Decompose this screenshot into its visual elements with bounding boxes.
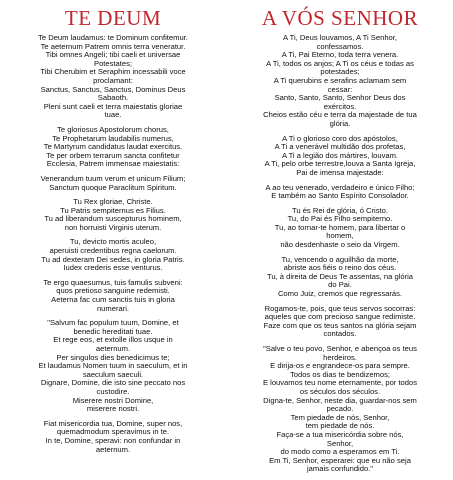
stanza — [4, 319, 222, 414]
verse-line: A Ti a legião dos mártires, louvam. — [281, 150, 399, 160]
verse-line: pecado. — [326, 404, 354, 414]
verse-line: quemadmodum speravimus in te. — [56, 427, 170, 437]
verse-line: Sanctum quoque Paraclitum Spiritum. — [49, 182, 177, 192]
verse-line: do Pai. — [328, 280, 352, 290]
verse-line: contados. — [323, 329, 357, 339]
verse-line: custodire. — [96, 386, 130, 396]
verse-line: A Ti, todos os anjos; A Ti os céus e todas as — [266, 58, 414, 68]
verse-line: Dignare, Domine, die isto sine peccato nos — [40, 378, 186, 388]
verse-line: não desdenhaste o seio da Virgem. — [280, 240, 400, 250]
verse-line: Aeterna fac cum sanctis tuis in gloria — [51, 295, 175, 305]
stanza — [231, 345, 449, 474]
latin-column — [4, 6, 222, 460]
verse-line: abriste aos fiéis o reino dos céus. — [283, 263, 397, 273]
verse-line: Senhor, — [326, 438, 354, 448]
verse-line: Sabaoth. — [97, 93, 129, 103]
stanza — [4, 279, 222, 313]
verse-line: A ao teu venerado, verdadeiro e único Filho; — [265, 182, 415, 192]
verse-line: Te per orbem terrarum sancta confitetur — [46, 150, 180, 160]
verse-line: tuae. — [104, 110, 122, 120]
verse-line: aqueles que com precioso sangue redimiste. — [264, 312, 416, 322]
verse-line: Te aeternum Patrem omnis terra veneratur. — [40, 41, 186, 51]
verse-line: Tem piedade de nós, Senhor, — [290, 412, 390, 422]
verse-line: Per singulos dies benedicimus te; — [56, 352, 170, 362]
stanza — [231, 305, 449, 339]
verse-line: aeternum. — [95, 444, 131, 454]
verse-line: "Salve o teu povo, Senhor, e abençoa os teus — [263, 344, 417, 353]
verse-line: Ecclesia, Patrem immensae maiestatis: — [46, 159, 180, 169]
verse-line: Como Juiz, cremos que regressarás. — [277, 289, 403, 299]
verse-line: Em Ti, Senhor, esperarei: que eu não seja — [269, 455, 411, 465]
verse-line: Tu Rex gloriae, Christe. — [73, 197, 153, 207]
verse-line: Sanctus, Sanctus, Sanctus, Dominus Deus — [40, 84, 186, 94]
verse-line: tem piedade de nós. — [305, 421, 375, 431]
stanza — [231, 135, 449, 178]
portuguese-column — [231, 6, 449, 480]
verse-line: jamais confundido." — [306, 464, 373, 474]
verse-line: Rogamos-te, pois, que teus servos socorras: — [264, 303, 416, 313]
stanza — [231, 207, 449, 250]
verse-line: Pleni sunt caeli et terra maiestatis gloriae — [43, 101, 183, 111]
verse-line: Te gloriosus Apostolorum chorus, — [57, 124, 169, 134]
portuguese-text — [231, 34, 449, 474]
verse-line: A Ti o glorioso coro dos apóstolos, — [282, 133, 398, 143]
verse-line: Potestates; — [94, 58, 132, 68]
verse-line: Tu, do Pai és Filho sempiterno. — [287, 214, 393, 224]
verse-line: Tu és Rei de glória, ó Cristo. — [292, 205, 388, 215]
verse-line: Tu, ao tornar-te homem, para libertar o — [274, 222, 406, 232]
verse-line: non horruisti Virginis uterum. — [64, 222, 162, 232]
verse-line: Te Deum laudamus: te Dominum confitemur. — [38, 33, 188, 42]
verse-line: Todos os dias te bendizemos; — [289, 369, 391, 379]
verse-line: Tu, devicto mortis aculeo, — [69, 237, 157, 247]
verse-line: Tu, à direita de Deus Te assentas, na glória — [266, 271, 414, 281]
verse-line: Cheios estão céu e terra da majestade de tua — [263, 110, 417, 120]
verse-line: A Ti, pelo orbe terrestre,louva a Santa Igreja, — [264, 159, 416, 169]
verse-line: Miserere nostri Domine, — [72, 395, 154, 405]
verse-line: Et rege eos, et extolle illos usque in — [53, 335, 173, 345]
verse-line: Digna-te, Senhor, neste dia, guardar-nos sem — [263, 395, 417, 405]
verse-line: "Salvum fac populum tuum, Domine, et — [47, 318, 179, 328]
verse-line: glória. — [329, 118, 351, 128]
verse-line: Tu ad liberandum suscepturus hominem, — [44, 214, 182, 224]
verse-line: Te ergo quaesumus, tuis famulis subveni: — [43, 277, 183, 287]
verse-line: benedic hereditati tuae. — [73, 326, 153, 336]
verse-line: os séculos dos séculos. — [299, 386, 381, 396]
verse-line: Faça-se a tua misericórdia sobre nós, — [276, 429, 404, 439]
stanza — [231, 34, 449, 129]
verse-line: A Ti querubins e serafins aclamam sem — [273, 75, 407, 85]
verse-line: E também ao Santo Espírito Consolador. — [271, 191, 409, 201]
verse-line: Santo, Santo, Santo, Senhor Deus dos — [274, 93, 406, 103]
verse-line: exércitos. — [323, 101, 357, 111]
verse-line: A Ti, Deus louvamos, A Ti Senhor, — [283, 33, 397, 42]
verse-line: saeculum saeculi. — [82, 369, 144, 379]
verse-line: Te Martyrum candidatus laudat exercitus. — [43, 142, 183, 152]
verse-line: proclamant: — [93, 75, 133, 85]
stanza — [4, 238, 222, 272]
verse-line: E louvamos teu nome eternamente, por todos — [262, 378, 418, 388]
verse-line: Te Prophetarum laudabilis numerus, — [52, 133, 174, 143]
portuguese-title: A VÓS SENHOR — [261, 6, 419, 30]
verse-line: numerari. — [96, 303, 130, 313]
stanza — [4, 34, 222, 120]
verse-line: herdeiros. — [323, 352, 357, 362]
verse-line: cessar: — [327, 84, 353, 94]
verse-line: E dirija-os e engrandece-os para sempre. — [270, 361, 410, 371]
verse-line: aeternum. — [95, 344, 131, 353]
verse-line: aperuisti credentibus regna caelorum. — [49, 246, 177, 256]
verse-line: homem, — [326, 231, 354, 241]
stanza — [4, 175, 222, 192]
verse-line: Tu, vencendo o aguilhão da morte, — [281, 254, 399, 264]
verse-line: quos pretioso sanguine redemisti. — [56, 286, 170, 296]
verse-line: Et laudamus Nomen tuum in saeculum, et in — [38, 361, 188, 371]
verse-line: do modo como a esperamos em Ti. — [280, 447, 400, 457]
verse-line: A Ti, Pai Eterno, toda terra venera. — [281, 50, 399, 60]
stanza — [4, 126, 222, 169]
stanza — [231, 256, 449, 299]
verse-line: Fiat misericordia tua, Domine, super nos, — [43, 418, 183, 428]
latin-text — [4, 34, 222, 454]
verse-line: miserere nostri. — [86, 404, 140, 414]
verse-line: Faze com que os teus santos na glória sejam — [263, 320, 417, 330]
verse-line: potestades; — [320, 67, 360, 77]
verse-line: Tu ad dexteram Dei sedes, in gloria Patris. — [41, 254, 185, 264]
stanza — [4, 420, 222, 454]
verse-line: A Ti a venerável multidão dos profetas, — [274, 142, 406, 152]
verse-line: confessamos. — [316, 41, 364, 51]
verse-line: Tu Patris sempiternus es Filius. — [60, 205, 166, 215]
verse-line: Tibi omnes Angeli; tibi caeli et universae — [45, 50, 181, 60]
verse-line: Venerandum tuum verum et unicum Filium; — [40, 173, 186, 183]
verse-line: In te, Domine, speravi: non confundar in — [45, 435, 181, 445]
stanza — [231, 184, 449, 201]
latin-title: TE DEUM — [64, 6, 162, 30]
stanza — [4, 198, 222, 232]
verse-line: Tibi Cherubim et Seraphim incessabili voce — [40, 67, 186, 77]
verse-line: Pai de imensa majestade: — [296, 167, 384, 177]
verse-line: Iudex crederis esse venturus. — [63, 263, 163, 273]
